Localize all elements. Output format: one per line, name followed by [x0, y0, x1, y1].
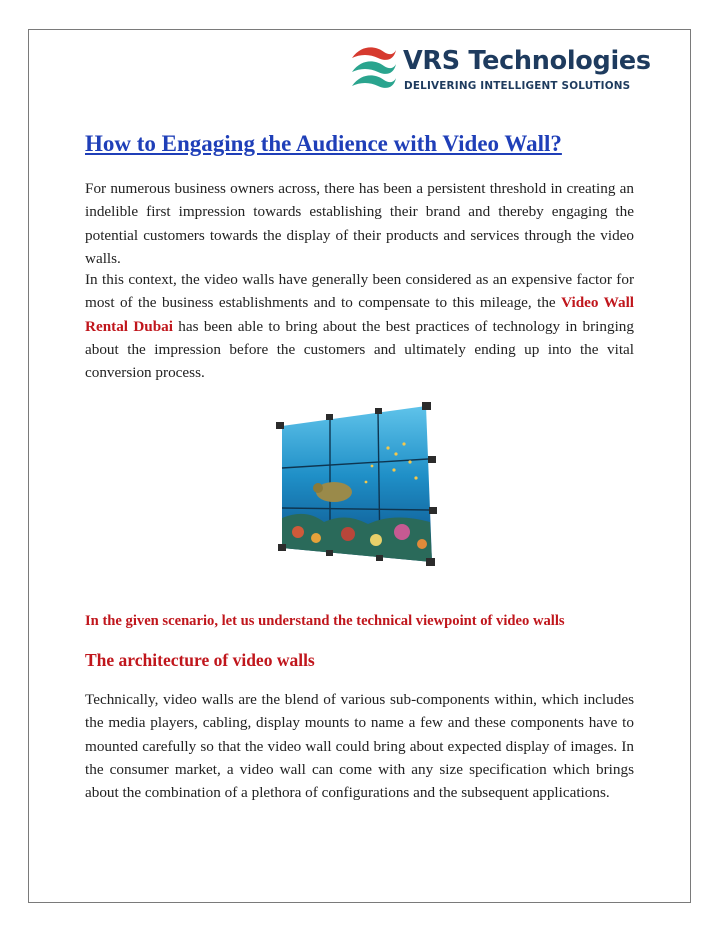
architecture-heading: The architecture of video walls: [85, 650, 315, 670]
wave-logo-icon: [348, 42, 398, 92]
architecture-paragraph: Technically, video walls are the blend of various sub-components within, which includes the media players, cabling, display mounts to name a few and these components have to mounted carefully so that the video wall could bring about expected display of images. In the consumer market, a video wall can come with any size specification which brings about the combination of a plethora of configurations and the subsequent applications.: [85, 691, 634, 802]
scenario-subheading: In the given scenario, let us understand the technical viewpoint of video walls: [85, 613, 565, 629]
page-title[interactable]: How to Engaging the Audience with Video Wall?: [85, 131, 562, 156]
company-logo: [348, 40, 651, 100]
video-wall-rental-link[interactable]: Video Wall Rental Dubai: [85, 294, 635, 335]
context-text-start: In this context, the video walls have generally been considered as an expensive factor for most of the business establishments and to compensate to this mileage, the: [85, 271, 634, 312]
company-name: VRS Technologies: [403, 46, 651, 76]
company-tagline: DELIVERING INTELLIGENT SOLUTIONS: [404, 80, 631, 92]
context-paragraph: [85, 268, 634, 384]
context-text-end: has been able to bring about the best practices of technology in bringing about the impression before the customers and ultimately ending up into the vital conversion process.: [85, 317, 634, 382]
video-wall-image: [276, 400, 446, 568]
intro-paragraph: For numerous business owners across, there has been a persistent threshold in creating an indelible first impression towards establishing their brand and thereby engaging the potential customers towards the display of their products and services through the video walls.: [85, 180, 634, 267]
